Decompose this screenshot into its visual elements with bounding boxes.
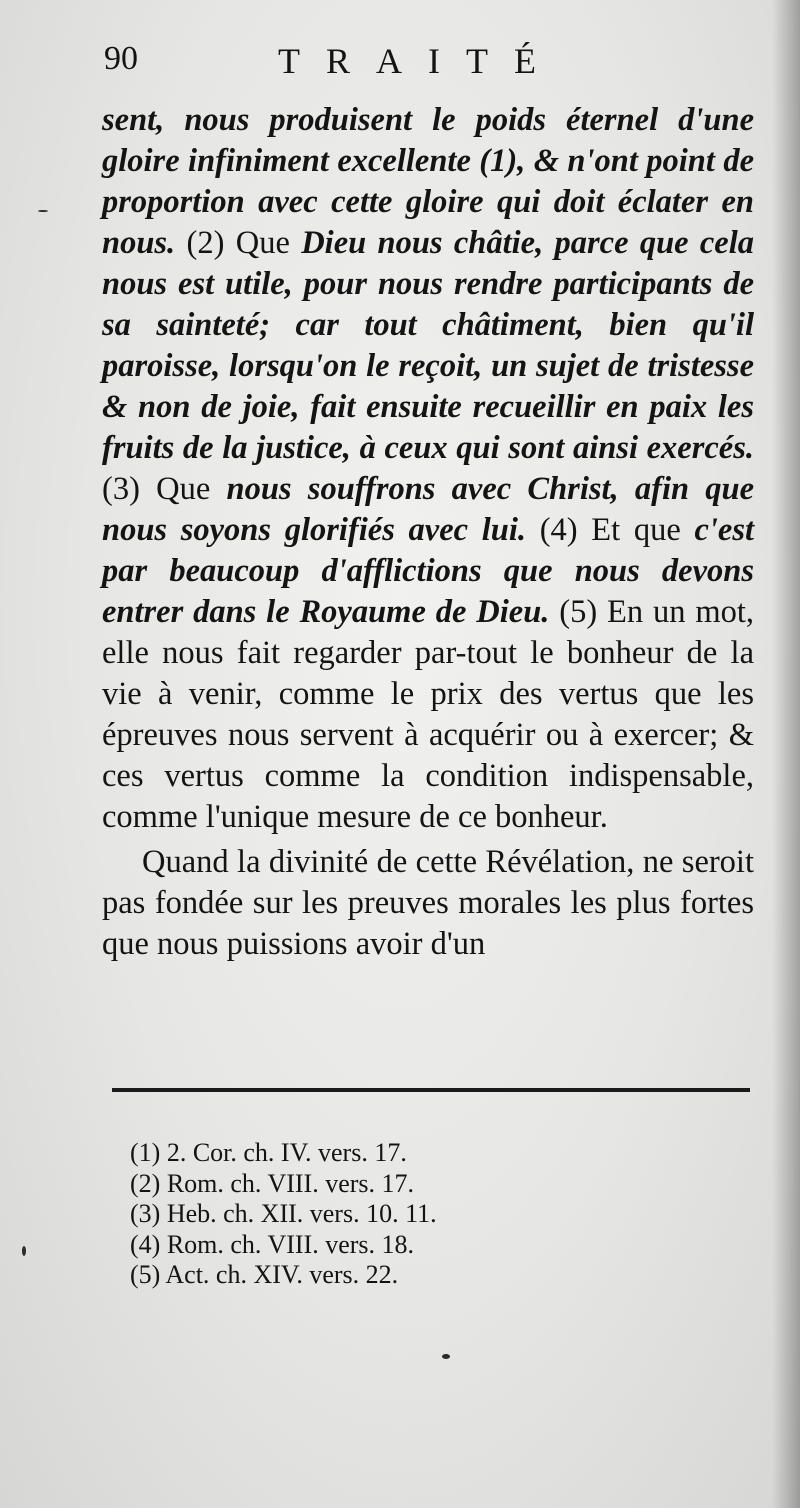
running-title: TRAITÉ xyxy=(278,41,562,81)
ink-speck xyxy=(22,1246,26,1256)
reference-marker-4: (4) xyxy=(539,512,578,548)
word-que-1: Que xyxy=(235,225,290,261)
page-number: 90 xyxy=(104,40,138,77)
footnotes-list xyxy=(130,1138,630,1291)
ink-speck xyxy=(38,210,48,212)
paragraph-1 xyxy=(102,100,754,838)
footnote-item: (2) Rom. ch. VIII. vers. 17. xyxy=(130,1168,415,1198)
reference-marker-2: (2) xyxy=(186,225,225,261)
italic-passage-d: c'est par beaucoup d'afflictions que nous devons entrer dans le Royaume de Dieu. xyxy=(102,512,755,630)
word-que-2: Que xyxy=(156,471,211,507)
italic-passage-c: nous souffrons avec Christ, afin que nous soyons glorifiés avec lui. xyxy=(102,471,755,548)
footnote-divider xyxy=(112,1088,750,1092)
footnote-item: (5) Act. ch. XIV. vers. 22. xyxy=(130,1260,399,1289)
footnote-item: (3) Heb. ch. XII. vers. 10. 11. xyxy=(130,1199,437,1228)
main-text xyxy=(102,100,754,965)
roman-passage: (5) En un mot, elle nous fait regarder par-tout le bonheur de la vie à venir, comme le prix des vertus que les épreuves nous servent à acquérir ou à exercer; & ces vertus comme la condition indispensable, comme l'unique mesure de ce bonheur. xyxy=(102,594,754,835)
page-edge-shadow xyxy=(772,0,800,1508)
italic-passage-a: sent, nous produisent le poids éternel d'une gloire infiniment excellente (1), & n'ont point de proportion avec cette gloire qui doit éclater en nous. xyxy=(102,102,754,261)
footnote-item: (1) 2. Cor. ch. IV. vers. 17. xyxy=(130,1138,407,1167)
reference-marker-3: (3) xyxy=(102,471,140,507)
page-header xyxy=(100,40,760,80)
ink-speck xyxy=(442,1354,450,1359)
italic-passage-b: Dieu nous châtie, parce que cela nous est utile, pour nous rendre participants de sa sainteté; car tout châtiment, bien qu'il paroisse, lorsqu'on le reçoit, un sujet de tristesse & non de joie, fait ensuite recueillir en paix les fruits de la justice, à ceux qui sont ainsi exercés. xyxy=(102,225,755,466)
paragraph-2: Quand la divinité de cette Révélation, ne seroit pas fondée sur les preuves morales les plus fortes que nous puissions avoir d'un xyxy=(102,844,754,962)
words-et-que: Et que xyxy=(591,512,681,548)
footnote-item: (4) Rom. ch. VIII. vers. 18. xyxy=(130,1229,415,1259)
